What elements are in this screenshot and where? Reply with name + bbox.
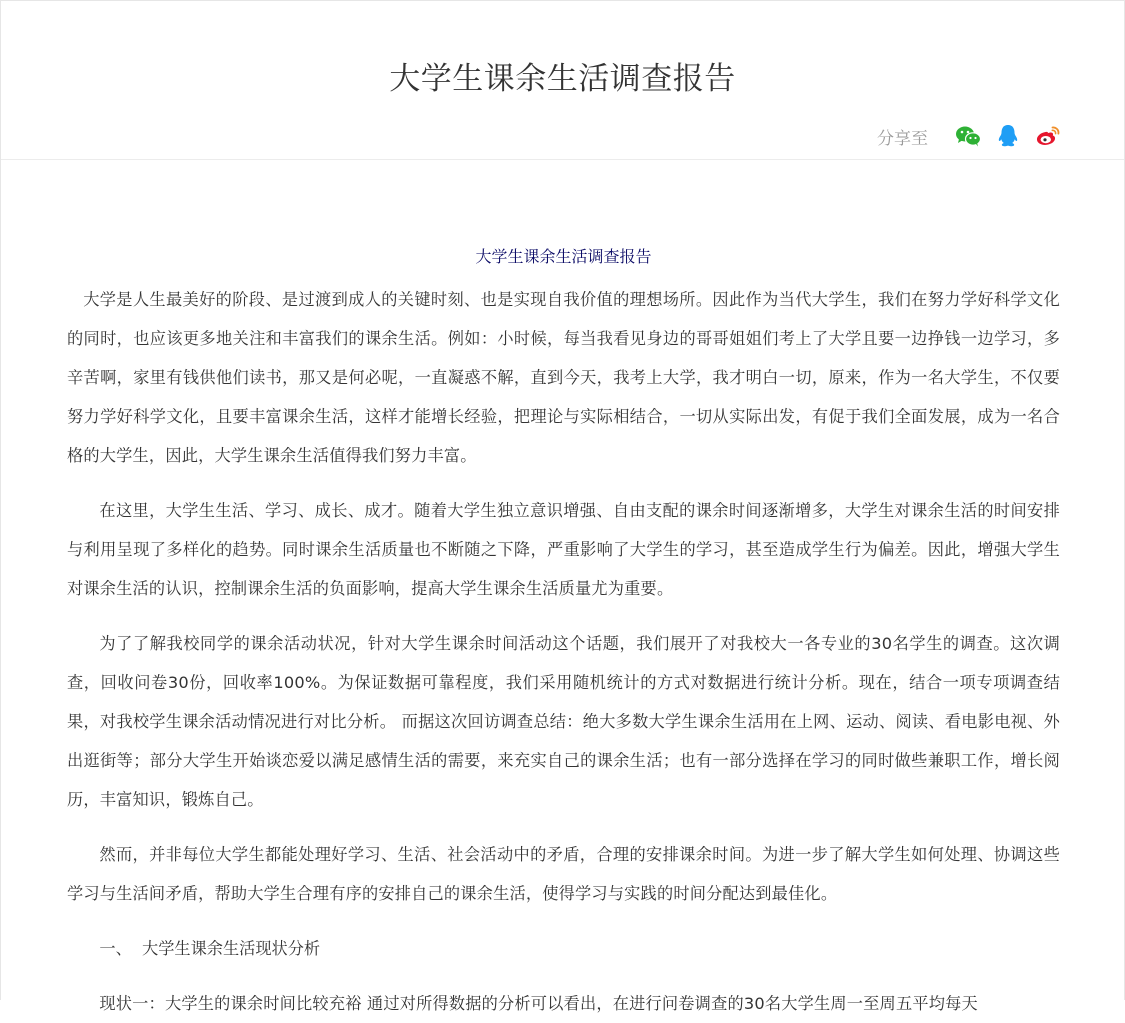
share-qq-button[interactable]	[994, 123, 1022, 149]
section-heading: 一、 大学生课余生活现状分析	[99, 939, 321, 958]
paragraph: 为了了解我校同学的课余活动状况，针对大学生课余时间活动这个话题，我们展开了对我校大一各专业的30名学生的调查。这次调查，回收问卷30份，回收率100%。为保证数据可靠程度，我们采用随机统计的方式对数据进行统计分析。现在，结合一项专项调查结果，对我校学生课余活动情况进行对比分析。 而据这次回访调查总结：绝大多数大学生课余生活用在上网、运动、阅读、看电影电视、外出逛街等；部分大学生开始谈恋爱以满足感情生活的需要，来充实自己的课余生活；也有一部分选择在学习的同时做些兼职工作，增长阅历，丰富知识，锻炼自己。	[67, 634, 1060, 809]
paragraph: 然而，并非每位大学生都能处理好学习、生活、社会活动中的矛盾，合理的安排课余时间。为进一步了解大学生如何处理、协调这些学习与生活间矛盾，帮助大学生合理有序的安排自己的课余生活，使得学习与实践的时间分配达到最佳化。	[67, 845, 1060, 903]
paragraph: 在这里，大学生生活、学习、成长、成才。随着大学生独立意识增强、自由支配的课余时间逐渐增多，大学生对课余生活的时间安排与利用呈现了多样化的趋势。同时课余生活质量也不断随之下降，严重影响了大学生的学习，甚至造成学生行为偏差。因此，增强大学生对课余生活的认识，控制课余生活的负面影响，提高大学生课余生活质量尤为重要。	[67, 501, 1060, 598]
share-label: 分享至	[877, 128, 928, 149]
paragraph: 现状一：大学生的课余时间比较充裕 通过对所得数据的分析可以看出，在进行问卷调查的30名大学生周一至周五平均每天	[99, 994, 978, 1013]
page-header	[1, 1, 1124, 160]
weibo-icon	[1035, 125, 1061, 147]
qq-icon	[997, 124, 1019, 148]
share-wechat-button[interactable]	[954, 123, 982, 149]
page-title: 大学生课余生活调查报告	[389, 61, 736, 97]
article-body	[1, 246, 1124, 1023]
share-weibo-button[interactable]	[1034, 123, 1062, 149]
article-title: 大学生课余生活调查报告	[475, 247, 652, 266]
wechat-icon	[955, 125, 981, 147]
paragraph: 大学是人生最美好的阶段、是过渡到成人的关键时刻、也是实现自我价值的理想场所。因此作为当代大学生，我们在努力学好科学文化的同时，也应该更多地关注和丰富我们的课余生活。例如：小时候，每当我看见身边的哥哥姐姐们考上了大学且要一边挣钱一边学习，多辛苦啊，家里有钱供他们读书，那又是何必呢，一直凝惑不解，直到今天，我考上大学，我才明白一切，原来，作为一名大学生，不仅要努力学好科学文化，且要丰富课余生活，这样才能增长经验，把理论与实际相结合，一切从实际出发，有促于我们全面发展，成为一名合格的大学生，因此，大学生课余生活值得我们努力丰富。	[67, 290, 1060, 465]
share-bar	[877, 123, 1062, 149]
